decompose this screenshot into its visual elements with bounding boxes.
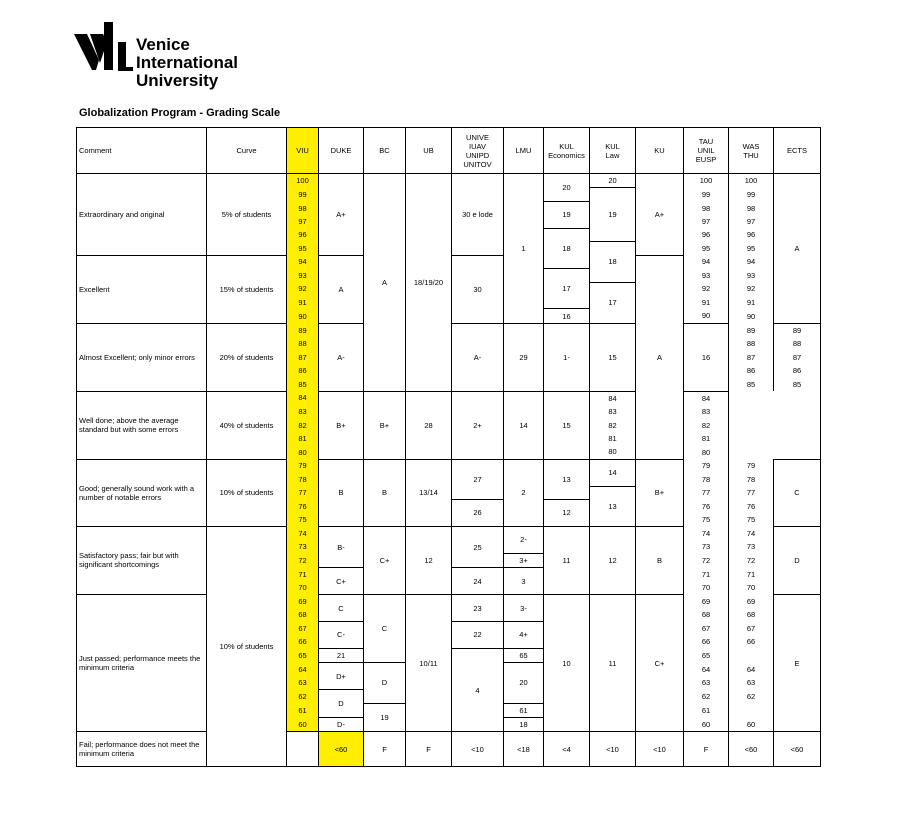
kul-economics-cell: 12	[544, 500, 590, 527]
viu-score: 79	[287, 459, 319, 472]
tau-score: 65	[504, 648, 544, 662]
comment-cell: Good; generally sound work with a number of notable errors	[77, 459, 207, 526]
viu-score: 89	[287, 323, 319, 337]
curve-cell: 10% of students	[207, 459, 287, 526]
tau-score: 80	[590, 445, 636, 459]
header-ku: KU	[636, 128, 684, 174]
fail-ub: <10	[452, 732, 504, 767]
header-was-line: THU	[743, 150, 759, 160]
duke-cell: C+	[319, 568, 364, 595]
logo-line-international: International	[136, 53, 239, 72]
score-row	[77, 459, 821, 472]
tau-score: 98	[684, 201, 729, 214]
tau-score: 68	[684, 608, 729, 621]
viu-monogram-icon	[74, 19, 134, 71]
was-score: 99	[729, 188, 774, 201]
header-tau	[684, 128, 729, 174]
header-ects: ECTS	[774, 128, 821, 174]
header-kul-law-line: Law	[605, 150, 620, 160]
was-score: 96	[729, 228, 774, 241]
viu-score: 80	[287, 445, 319, 459]
duke-cell: C	[319, 595, 364, 622]
was-score: 83	[684, 405, 729, 418]
was-score: 84	[684, 391, 729, 405]
was-score: 66	[729, 635, 774, 648]
lmu-cell: 3+	[504, 553, 544, 567]
header-comment: Comment	[77, 128, 207, 174]
fail-tau: <60	[729, 732, 774, 767]
unive-cell: 28	[406, 391, 452, 459]
bc-cell: A	[364, 174, 406, 392]
unive-cell: 24	[452, 568, 504, 595]
kul-economics-cell: 13	[544, 459, 590, 499]
viu-score: 66	[287, 635, 319, 648]
was-score: 65	[684, 648, 729, 662]
comment-cell: Satisfactory pass; fair but with significant shortcomings	[77, 526, 207, 594]
comment-cell: Just passed; performance meets the minimum criteria	[77, 595, 207, 732]
was-score: 92	[729, 282, 774, 295]
header-tau-line: UNIL	[697, 146, 715, 155]
curve-cell: 5% of students	[207, 174, 287, 256]
was-score: 93	[729, 269, 774, 282]
viu-score: 64	[287, 663, 319, 676]
kul-economics-cell: 11	[544, 526, 590, 594]
viu-score: 92	[287, 282, 319, 295]
header-unive-line: UNITOV	[463, 159, 492, 169]
ku-cell: B+	[636, 459, 684, 526]
was-score: 64	[729, 663, 774, 676]
header-lmu: LMU	[504, 128, 544, 174]
was-score: 89	[774, 323, 821, 337]
duke-cell: C-	[319, 621, 364, 648]
was-score: 100	[729, 174, 774, 188]
lmu-cell: 4+	[504, 621, 544, 648]
tau-score: 71	[684, 568, 729, 581]
unive-cell: 26	[452, 500, 504, 527]
ku-cell: C+	[636, 595, 684, 732]
tau-score: 94	[684, 255, 729, 268]
logo-wordmark	[136, 36, 238, 90]
page-title: Globalization Program - Grading Scale	[79, 107, 281, 119]
header-bc: BC	[364, 128, 406, 174]
kul-economics-cell: 15	[590, 323, 636, 391]
tau-score: 90	[684, 309, 729, 323]
kul-economics-cell: 17	[544, 269, 590, 309]
curve-cell: 40% of students	[207, 391, 287, 459]
bc-cell: B	[364, 459, 406, 526]
header-unive	[452, 128, 504, 174]
tau-score: 91	[684, 295, 729, 308]
fail-curve	[287, 732, 319, 767]
viu-score: 72	[287, 553, 319, 567]
comment-cell: Almost Excellent; only minor errors	[77, 323, 207, 391]
fail-kul-law: <10	[636, 732, 684, 767]
was-score: 85	[774, 378, 821, 391]
kul-law-cell: 14	[590, 459, 636, 486]
logo-line-university: University	[136, 71, 219, 90]
tau-score: 72	[684, 553, 729, 567]
tau-score: 89	[729, 323, 774, 337]
curve-cell: 10% of students	[207, 526, 287, 767]
was-score: 81	[684, 432, 729, 445]
was-score: 71	[729, 568, 774, 581]
viu-score: 81	[287, 432, 319, 445]
grading-scale-table	[76, 127, 821, 767]
lmu-cell: 2+	[452, 391, 504, 459]
was-score: 98	[729, 201, 774, 214]
tau-score: 67	[684, 621, 729, 634]
tau-score: 99	[684, 188, 729, 201]
tau-score: 64	[684, 663, 729, 676]
curve-cell: 20% of students	[207, 323, 287, 391]
was-score: 72	[729, 553, 774, 567]
viu-score: 87	[287, 351, 319, 364]
score-row	[77, 526, 821, 539]
viu-score: 83	[287, 405, 319, 418]
viu-score: 90	[287, 309, 319, 323]
was-score: 80	[684, 445, 729, 459]
tau-score: 88	[729, 337, 774, 350]
ub-cell: 18/19/20	[406, 174, 452, 392]
unive-cell: 21	[319, 648, 364, 662]
kul-economics-cell: 16	[544, 309, 590, 323]
ku-cell: A+	[636, 174, 684, 256]
was-score: 68	[729, 608, 774, 621]
tau-score: 100	[684, 174, 729, 188]
header-kul-economics-line: Economics	[548, 150, 585, 160]
ects-cell: E	[774, 595, 821, 732]
duke-cell: A+	[319, 174, 364, 256]
tau-score: 92	[684, 282, 729, 295]
header-row	[77, 128, 821, 174]
lmu-cell: 1	[504, 174, 544, 324]
ects-cell: C	[774, 459, 821, 526]
viu-score: 91	[287, 295, 319, 308]
header-kul-law-line: KUL	[605, 141, 620, 151]
tau-score: 61	[504, 703, 544, 717]
viu-score: 74	[287, 526, 319, 539]
kul-law-cell: 11	[590, 595, 636, 732]
header-was-line: WAS	[742, 141, 760, 151]
viu-score: 67	[287, 621, 319, 634]
tau-score: 86	[729, 364, 774, 377]
fail-lmu: <4	[544, 732, 590, 767]
bc-cell: B+	[364, 391, 406, 459]
header-viu: VIU	[287, 128, 319, 174]
duke-cell: A-	[319, 323, 364, 391]
viu-score: 94	[287, 255, 319, 268]
kul-economics-cell: 19	[544, 201, 590, 228]
unive-cell: 25	[452, 526, 504, 567]
ub-cell: 13/14	[406, 459, 452, 526]
viu-score: 73	[287, 540, 319, 553]
viu-score: 78	[287, 473, 319, 486]
unive-cell: 23	[452, 595, 504, 622]
tau-score: 84	[590, 391, 636, 405]
unive-cell: 18	[504, 718, 544, 732]
viu-score: 96	[287, 228, 319, 241]
viu-score: 63	[287, 676, 319, 689]
header-tau-line: EUSP	[695, 155, 717, 164]
viu-score: 68	[287, 608, 319, 621]
kul-economics-cell: 18	[544, 228, 590, 268]
was-score: 67	[729, 621, 774, 634]
header-unive-line: UNIPD	[465, 150, 490, 160]
comment-cell: Well done; above the average standard but with some errors	[77, 391, 207, 459]
was-score: 87	[774, 351, 821, 364]
was-score: 74	[729, 526, 774, 539]
kul-economics-cell: 10	[544, 595, 590, 732]
was-score: 95	[729, 242, 774, 255]
tau-score: 73	[684, 540, 729, 553]
bc-cell: C+	[364, 526, 406, 594]
viu-score: 69	[287, 595, 319, 608]
viu-score: 70	[287, 581, 319, 594]
unive-cell: 30 e lode	[452, 174, 504, 256]
lmu-cell: 3	[504, 568, 544, 595]
was-score: 91	[729, 295, 774, 308]
header-tau-line: TAU	[698, 137, 714, 146]
tau-score: 95	[684, 242, 729, 255]
tau-score: 70	[684, 581, 729, 594]
viu-score: 65	[287, 648, 319, 662]
tau-score: 96	[684, 228, 729, 241]
viu-score: 76	[287, 500, 319, 513]
viu-score: 82	[287, 418, 319, 431]
was-score: 75	[729, 513, 774, 526]
fail-was: <60	[774, 732, 821, 767]
viu-score: 100	[287, 174, 319, 188]
bc-cell: A-	[452, 323, 504, 391]
kul-law-cell: 19	[590, 188, 636, 242]
grading-scale-body	[77, 174, 821, 767]
ects-cell: D	[774, 526, 821, 594]
fail-bc: F	[406, 732, 452, 767]
fail-ku: F	[684, 732, 729, 767]
duke-cell: D+	[319, 663, 364, 690]
tau-score: 75	[684, 513, 729, 526]
kul-law-cell: 12	[590, 526, 636, 594]
tau-score: 97	[684, 215, 729, 228]
viu-score: 88	[287, 337, 319, 350]
fail-duke: F	[364, 732, 406, 767]
kul-law-cell: 16	[684, 323, 729, 391]
was-score: 73	[729, 540, 774, 553]
curve-cell: 15% of students	[207, 255, 287, 323]
kul-law-cell: 13	[590, 486, 636, 526]
header-kul-economics-line: KUL	[559, 141, 574, 151]
duke-cell: B	[319, 459, 364, 526]
header-duke: DUKE	[319, 128, 364, 174]
was-score: 97	[729, 215, 774, 228]
kul-law-cell: 15	[544, 391, 590, 459]
viu-score: 60	[287, 718, 319, 732]
university-logo	[74, 19, 254, 95]
tau-score: 81	[590, 432, 636, 445]
tau-score: 63	[684, 676, 729, 689]
was-score: 79	[729, 459, 774, 472]
header-kul-economics	[544, 128, 590, 174]
tau-score: 76	[684, 500, 729, 513]
was-score: 63	[729, 676, 774, 689]
fail-comment: Fail; performance does not meet the minimum criteria	[77, 732, 207, 767]
viu-score: 86	[287, 364, 319, 377]
was-score: 77	[729, 486, 774, 499]
score-row	[77, 595, 821, 608]
tau-score: 82	[590, 418, 636, 431]
lmu-cell: 1-	[544, 323, 590, 391]
was-score: 82	[684, 418, 729, 431]
fail-kul-economics: <10	[590, 732, 636, 767]
fail-viu: <60	[319, 732, 364, 767]
viu-score: 98	[287, 201, 319, 214]
was-score: 60	[729, 718, 774, 732]
kul-economics-cell: 20	[544, 174, 590, 202]
tau-score: 83	[590, 405, 636, 418]
ku-cell: B	[636, 526, 684, 594]
was-score: 62	[729, 690, 774, 703]
duke-cell: B+	[319, 391, 364, 459]
viu-score: 75	[287, 513, 319, 526]
ub-cell: 10/11	[406, 595, 452, 732]
was-score: 76	[729, 500, 774, 513]
tau-score: 62	[684, 690, 729, 703]
unive-cell: 29	[504, 323, 544, 391]
tau-score: 93	[684, 269, 729, 282]
bc-cell: C	[364, 595, 406, 663]
unive-cell: 22	[452, 621, 504, 648]
header-unive-line: IUAV	[469, 141, 486, 151]
was-score: 61	[684, 703, 729, 717]
viu-score: 77	[287, 486, 319, 499]
was-score: 69	[729, 595, 774, 608]
viu-score: 97	[287, 215, 319, 228]
comment-cell: Excellent	[77, 255, 207, 323]
tau-score: 79	[684, 459, 729, 472]
viu-score: 95	[287, 242, 319, 255]
unive-cell: 27	[452, 459, 504, 499]
viu-score: 61	[287, 703, 319, 717]
logo-line-venice: Venice	[136, 35, 190, 54]
duke-cell: D	[319, 690, 364, 718]
tau-score: 74	[684, 526, 729, 539]
tau-score: 66	[684, 635, 729, 648]
ku-cell: A	[636, 255, 684, 459]
was-score: 90	[729, 309, 774, 323]
lmu-cell: 3-	[504, 595, 544, 622]
fail-row	[77, 732, 821, 767]
viu-score: 62	[287, 690, 319, 703]
lmu-cell: 4	[452, 648, 504, 732]
duke-cell: B-	[319, 526, 364, 567]
kul-law-cell: 20	[590, 174, 636, 188]
tau-score: 87	[729, 351, 774, 364]
tau-score: 60	[684, 718, 729, 732]
was-score: 86	[774, 364, 821, 377]
tau-score: 69	[684, 595, 729, 608]
score-row	[77, 174, 821, 188]
viu-score: 93	[287, 269, 319, 282]
viu-score: 71	[287, 568, 319, 581]
viu-score: 84	[287, 391, 319, 405]
header-curve: Curve	[207, 128, 287, 174]
comment-cell: Extraordinary and original	[77, 174, 207, 256]
unive-cell: 30	[452, 255, 504, 323]
fail-unive: <18	[504, 732, 544, 767]
header-kul-law	[590, 128, 636, 174]
was-score: 88	[774, 337, 821, 350]
duke-cell: A	[319, 255, 364, 323]
unive-cell: 20	[504, 663, 544, 703]
kul-economics-cell: 14	[504, 391, 544, 459]
header-unive-line: UNIVE	[466, 132, 489, 142]
kul-law-cell: 17	[590, 282, 636, 323]
ub-cell: 12	[406, 526, 452, 594]
was-score: 70	[729, 581, 774, 594]
score-row	[77, 391, 821, 405]
tau-score: 85	[729, 378, 774, 391]
kul-law-cell: 18	[590, 242, 636, 282]
header-ub: UB	[406, 128, 452, 174]
lmu-cell: 2	[504, 459, 544, 526]
duke-cell: D-	[319, 718, 364, 732]
header-was	[729, 128, 774, 174]
tau-score: 78	[684, 473, 729, 486]
was-score: 78	[729, 473, 774, 486]
viu-score: 85	[287, 378, 319, 391]
unive-cell: 19	[364, 703, 406, 732]
ects-cell: A	[774, 174, 821, 324]
bc-cell: D	[364, 663, 406, 703]
viu-score: 99	[287, 188, 319, 201]
lmu-cell: 2-	[504, 526, 544, 553]
tau-score: 77	[684, 486, 729, 499]
was-score: 94	[729, 255, 774, 268]
